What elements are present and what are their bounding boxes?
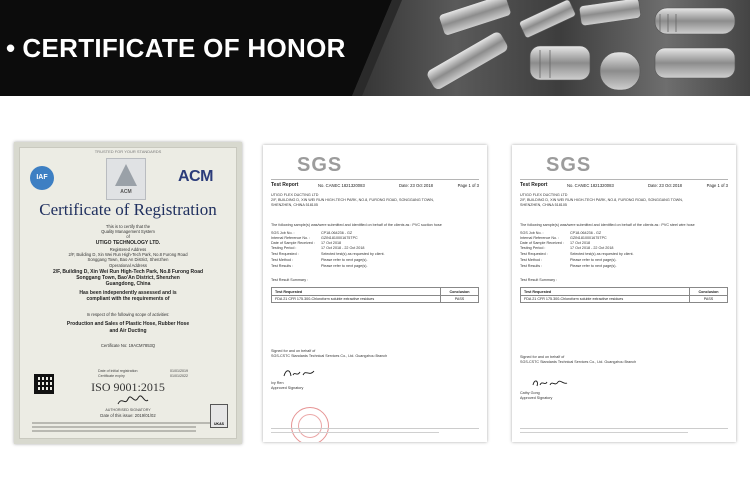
scope-line-1: Production and Sales of Plastic Hose, Rubber Hose [66, 321, 190, 327]
compliant-line: compliant with the requirements of [86, 296, 170, 302]
report-date: Date: 23 Oct 2018 [399, 183, 433, 188]
qms-line: Quality Management System [101, 229, 155, 234]
sgs-test-report-1[interactable] [263, 145, 487, 442]
header-banner [0, 0, 750, 96]
field-row: Internal Reference No. : GZIN1810001675TPC [520, 236, 607, 240]
footer-fine-print [271, 428, 479, 436]
address-line-1: 2/F, Building D, Xin Wei Run High-Tech Park, No.8 Furong Road [52, 269, 204, 275]
client-address-1: 2/F, BUILDING D, XIN WEI RUN HIGH-TECH PARK, NO.8, FURONG ROAD, SONGGANG TOWN, [271, 198, 434, 202]
field-row: Testing Period : 17 Oct 2018 - 22 Oct 2018 [520, 246, 614, 250]
signed-for: Signed for and on behalf of [271, 349, 316, 353]
signer-name: Ivy Ren [271, 381, 284, 385]
field-row: SGS Job No. : CP18-064236 - GZ [520, 231, 602, 235]
report-title: Test Report [271, 182, 299, 188]
field-row: SGS Job No. : CP18-064236 - GZ [271, 231, 353, 235]
client-address-2: SHENZHEN, CHINA 518105 [520, 203, 567, 207]
field-row: Test Results : Please refer to next page(s). [520, 264, 617, 268]
accreditation-mark [106, 158, 146, 200]
title-text: CERTIFICATE OF HONOR [22, 33, 346, 63]
signer-name: Cathy Gong [520, 391, 540, 395]
signed-for: Signed for and on behalf of [520, 355, 565, 359]
page-number: Page 1 of 3 [457, 183, 479, 188]
initial-registration-label: Date of initial registration [98, 369, 138, 373]
signer-role: Approved Signatory [520, 396, 553, 400]
field-row: Test Requested : Selected test(s) as requested by client. [271, 252, 385, 256]
expiry-date: 01/01/2022 [170, 374, 188, 378]
client-name: UTIGO FLEX DUCTING LTD [271, 193, 319, 197]
table-header: Test Requested Conclusion [272, 288, 478, 295]
sgs-logo: SGS [546, 154, 592, 176]
scope-line-2: and Air Ducting [109, 328, 147, 334]
divider [520, 179, 728, 180]
fine-print [32, 430, 196, 432]
summary-label: Test Result Summary : [520, 278, 558, 282]
iso-standard: ISO 9001:2015 [91, 380, 165, 394]
ukas-label: UKAS [214, 422, 224, 426]
certificate-body [19, 147, 237, 439]
initial-registration-date: 01/01/2019 [170, 369, 188, 373]
field-row: Test Results : Please refer to next page(s). [271, 264, 368, 268]
report-header [520, 182, 728, 189]
field-row: Testing Period : 17 Oct 2018 - 22 Oct 2018 [271, 246, 365, 250]
address-line-3: Guangdong, China [105, 281, 151, 287]
report-header [271, 182, 479, 189]
of-line: of [126, 234, 130, 239]
field-row: Test Method : Please refer to next page(s). [520, 258, 617, 262]
page-number: Page 1 of 3 [706, 183, 728, 188]
stamp-icon [291, 407, 329, 442]
registered-address-2: Songgang Town, Bao An District, Shenzhen [87, 257, 169, 262]
certify-line: This is to certify that the [105, 224, 151, 229]
certificate-number: Certificate No: 19ACM7853Q [100, 343, 156, 348]
registered-address-label: Registered Address [109, 247, 147, 252]
page-title [6, 33, 346, 64]
report-number: No. CANEC 1821320083 [318, 183, 365, 188]
registered-address: 2/F, Building D, Xin Wei Run High-Tech Park, No.8 Furong Road [68, 252, 188, 257]
sample-intro: The following sample(s) was/were submitted and identified on behalf of the clients as : PVC suction hose [271, 223, 442, 227]
signing-company: SGS-CSTC Standards Technical Services Co., Ltd. Guangzhou Branch [520, 360, 637, 364]
acm-logo: ACM [178, 168, 213, 185]
divider [271, 179, 479, 180]
scope-label: In respect of the following scope of activities: [86, 312, 170, 317]
signature-icon [116, 395, 150, 407]
sgs-logo: SGS [297, 154, 343, 176]
result-table [520, 287, 728, 303]
field-row: Date of Sample Received : 17 Oct 2018 [520, 241, 591, 245]
trusted-banner: TRUSTED FOR YOUR STANDARDS [94, 149, 162, 154]
operational-address-label: Operational Address [109, 263, 147, 268]
table-row: FDA 21 CFR 175.300-Chloroform soluble extractive residues PASS [272, 295, 478, 302]
qr-code-icon [34, 374, 54, 394]
field-row: Date of Sample Received : 17 Oct 2018 [271, 241, 342, 245]
authorised-signatory: AUTHORISED SIGNATORY [105, 408, 151, 412]
iaf-logo: IAF [30, 166, 54, 190]
field-row: Test Method : Please refer to next page(s). [271, 258, 368, 262]
certificate-title: Certificate of Registration [39, 200, 217, 219]
assessed-line: Has been independently assessed and is [79, 290, 177, 296]
address-line-2: Songgang Town, Bao'An District, Shenzhen [76, 275, 180, 281]
certificate-of-registration[interactable] [14, 142, 242, 444]
report-title: Test Report [520, 182, 548, 188]
signature-icon [530, 377, 570, 389]
mark-label: ACM [120, 189, 132, 195]
triangle-icon [115, 164, 137, 186]
client-address-1: 2/F, BUILDING D, XIN WEI RUN HIGH-TECH PARK, NO.8, FURONG ROAD, SONGGANG TOWN, [520, 198, 683, 202]
ukas-logo [210, 404, 228, 428]
report-date: Date: 23 Oct 2018 [648, 183, 682, 188]
field-row: Test Requested : Selected test(s) as requested by client. [520, 252, 634, 256]
result-table [271, 287, 479, 303]
client-name: UTIGO FLEX DUCTING LTD [520, 193, 568, 197]
sgs-test-report-2[interactable] [512, 145, 736, 442]
fine-print [32, 426, 196, 428]
table-header: Test Requested Conclusion [521, 288, 727, 295]
issue-date: Date of this issue: 2019/01/02 [100, 413, 156, 418]
sample-intro: The following sample(s) was/were submitted and identified on behalf of the clients as : PVC steel wire hose [520, 223, 695, 227]
summary-label: Test Result Summary : [271, 278, 309, 282]
fine-print [32, 422, 224, 424]
signing-company: SGS-CSTC Standards Technical Services Co., Ltd. Guangzhou Branch [271, 354, 388, 358]
signature-icon [281, 367, 321, 379]
field-row: Internal Reference No. : GZIN1810001675TPC [271, 236, 358, 240]
title-bullet: • [6, 33, 16, 63]
expiry-label: Certificate expiry [98, 374, 125, 378]
signer-role: Approved Signatory [271, 386, 304, 390]
company-name: UTIGO TECHNOLOGY LTD. [95, 240, 161, 246]
report-number: No. CANEC 1821320083 [567, 183, 614, 188]
table-row: FDA 21 CFR 175.300-Chloroform soluble extractive residues PASS [521, 295, 727, 302]
footer-fine-print [520, 428, 728, 436]
client-address-2: SHENZHEN, CHINA 518105 [271, 203, 318, 207]
